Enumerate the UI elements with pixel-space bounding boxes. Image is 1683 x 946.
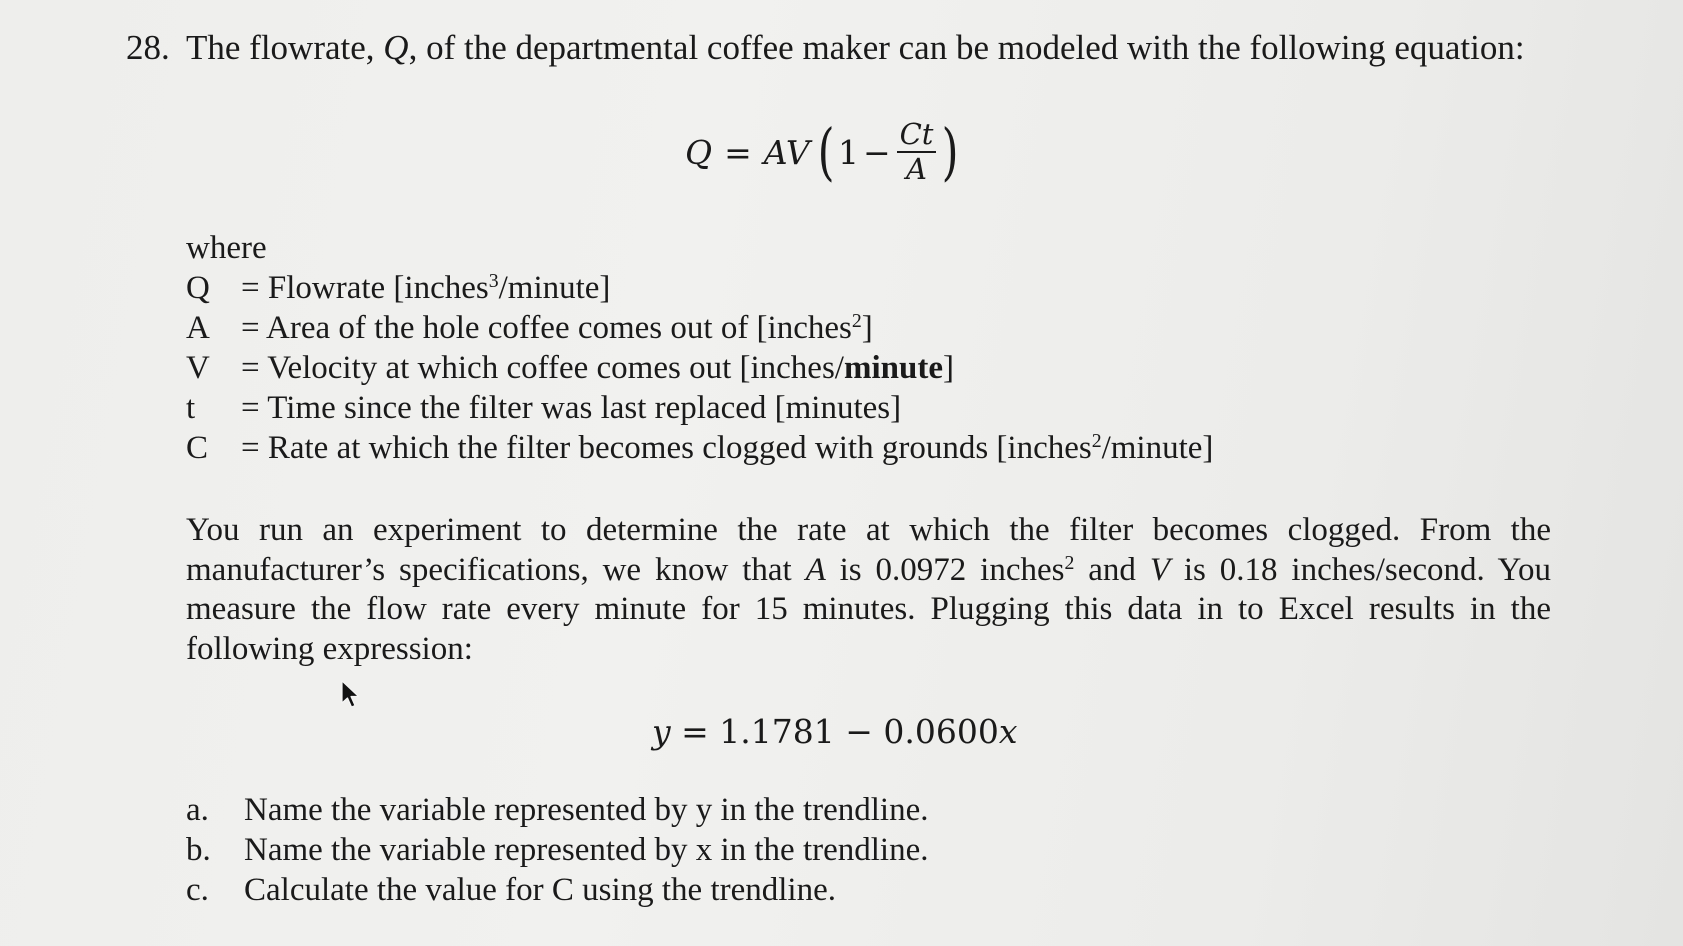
eq-right-paren: ) bbox=[942, 115, 960, 189]
trendline-equation bbox=[652, 712, 1017, 751]
eq-left-paren: ( bbox=[817, 115, 835, 189]
eq-minus: − bbox=[862, 132, 891, 172]
var-v: V bbox=[1149, 551, 1170, 588]
where-label: where bbox=[186, 230, 267, 266]
experiment-paragraph: You run an experiment to determine the rate at which the filter becomes clogged. From the manufacturer’s specifications, we know that A is 0.0972 inches$^2$ and V is 0.18 inches/second. You measure the flow rate every minute for 15 minutes. Plugging this data in to Excel results in the following expression: bbox=[186, 512, 1551, 667]
trend-x: x bbox=[998, 712, 1018, 751]
definition-symbol: Q bbox=[186, 270, 210, 306]
eq-denominator: A bbox=[906, 152, 927, 187]
eq-numerator: Ct bbox=[897, 118, 937, 153]
definition-symbol: t bbox=[186, 390, 196, 426]
part-text: Calculate the value for C using the trendline. bbox=[244, 872, 836, 908]
mouse-pointer-icon bbox=[340, 680, 362, 710]
definition-text: = Velocity at which coffee comes out [inches/minute] bbox=[241, 350, 954, 386]
var-a: A bbox=[805, 551, 826, 588]
eq-equals: = bbox=[724, 132, 752, 172]
eq-lhs: Q bbox=[685, 132, 713, 172]
intro-text-after: , of the departmental coffee maker can be modeled with the following equation: bbox=[408, 28, 1525, 67]
part-text: Name the variable represented by y in the trendline. bbox=[244, 792, 929, 828]
flowrate-equation bbox=[685, 115, 963, 189]
definition-text: = Rate at which the filter becomes clogged with grounds [inches$^2$/minute] bbox=[241, 430, 1214, 466]
part-label: b. bbox=[186, 832, 211, 868]
part-label: a. bbox=[186, 792, 209, 828]
intro-variable-q: Q bbox=[383, 28, 409, 67]
eq-fraction bbox=[897, 118, 937, 187]
intro-text-before: The flowrate, bbox=[186, 28, 384, 67]
bold-minute: minute bbox=[843, 350, 943, 386]
question-intro bbox=[186, 28, 1525, 68]
definition-text: = Area of the hole coffee comes out of [inches$^2$] bbox=[241, 310, 873, 346]
eq-one: 1 bbox=[837, 132, 859, 172]
definition-text: = Time since the filter was last replaced [minutes] bbox=[241, 390, 902, 426]
definition-symbol: A bbox=[186, 310, 210, 346]
trend-rest: = 1.1781 − 0.0600 bbox=[670, 712, 999, 751]
eq-av: AV bbox=[763, 132, 810, 172]
trend-y: y bbox=[652, 712, 671, 751]
definition-symbol: C bbox=[186, 430, 209, 466]
part-label: c. bbox=[186, 872, 209, 908]
definition-symbol: V bbox=[186, 350, 210, 386]
definition-text: = Flowrate [inches$^3$/minute] bbox=[241, 270, 611, 306]
part-text: Name the variable represented by x in the trendline. bbox=[244, 832, 929, 868]
question-number: 28. bbox=[126, 28, 170, 67]
